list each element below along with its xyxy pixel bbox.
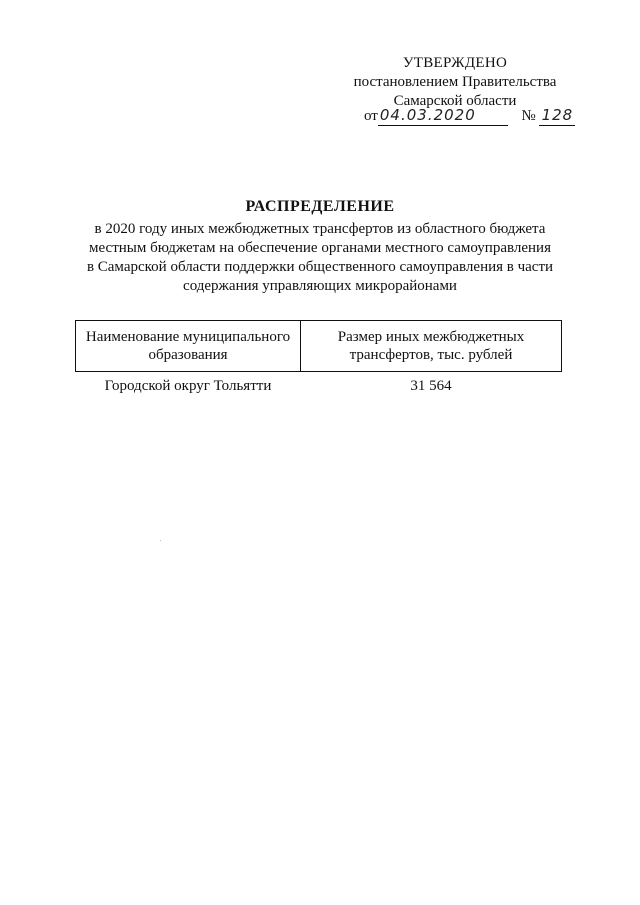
- date-prefix: от: [364, 108, 378, 124]
- distribution-table: [75, 320, 562, 395]
- decree-date-number-line: [364, 106, 575, 126]
- scan-speck: [160, 540, 161, 541]
- subtitle-line: в Самарской области поддержки общественного самоуправления в части: [86, 259, 554, 275]
- header-text: Размер иных межбюджетных: [337, 329, 525, 345]
- decree-number-field: [539, 106, 575, 126]
- header-text: образования: [148, 347, 228, 363]
- subtitle-line: содержания управляющих микрорайонами: [183, 278, 457, 294]
- header-text: трансфертов, тыс. рублей: [349, 347, 513, 363]
- subtitle-line: местным бюджетам на обеспечение органами местного самоуправления: [89, 240, 551, 256]
- number-prefix: №: [521, 108, 536, 124]
- approval-label: УТВЕРЖДЕНО: [402, 55, 508, 71]
- header-text: Наименование муниципального: [85, 329, 291, 345]
- subtitle-line: в 2020 году иных межбюджетных трансфертов из областного бюджета: [94, 221, 546, 237]
- table-row: [76, 372, 562, 396]
- document-title: РАСПРЕДЕЛЕНИЕ: [245, 198, 395, 215]
- approval-authority: постановлением Правительства: [353, 74, 557, 90]
- table-header-row: [76, 321, 562, 372]
- amount-cell: 31 564: [410, 378, 452, 394]
- municipality-cell: Городской округ Тольятти: [104, 378, 272, 394]
- document-subtitle: [60, 220, 580, 296]
- column-header-municipality: [76, 321, 301, 372]
- decree-date-field: [378, 106, 508, 126]
- approval-region: Самарской области: [393, 93, 517, 109]
- approval-block: [340, 54, 570, 111]
- decree-number-handwritten: 128: [541, 106, 574, 124]
- column-header-amount: [301, 321, 562, 372]
- decree-date-handwritten: 04.03.2020: [379, 106, 476, 124]
